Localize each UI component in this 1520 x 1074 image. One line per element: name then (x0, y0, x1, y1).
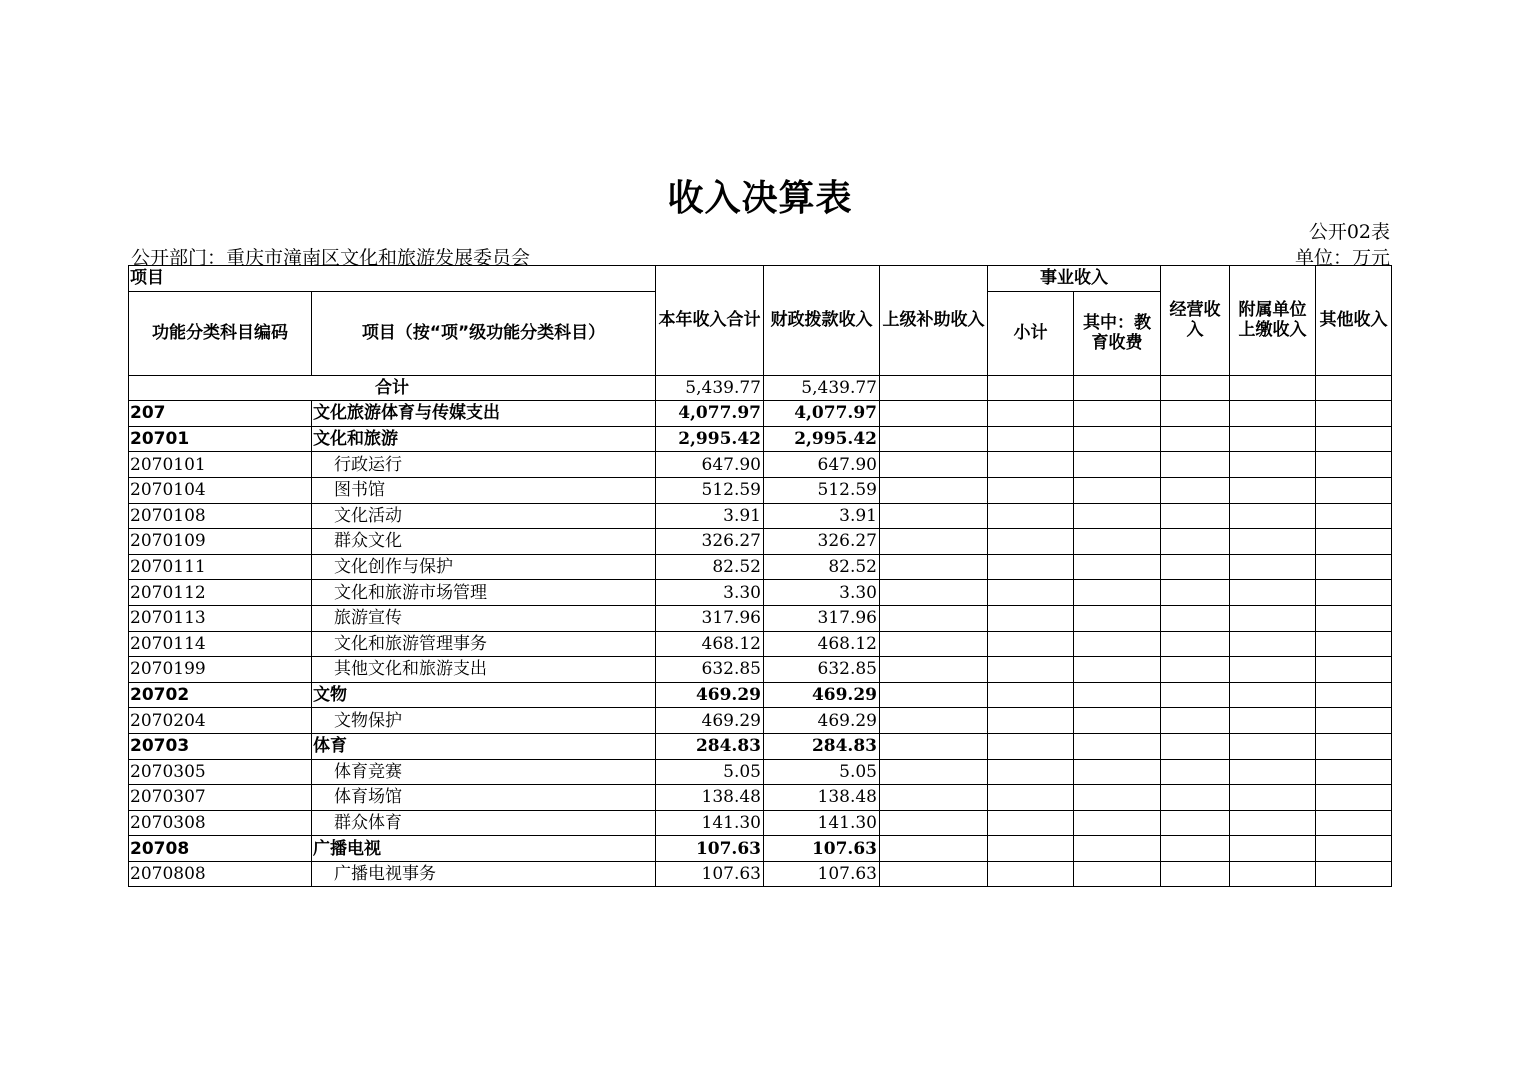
row-code: 2070114 (129, 631, 312, 657)
row-code: 207 (129, 401, 312, 427)
row-code: 20702 (129, 682, 312, 708)
row-total-income: 469.29 (656, 682, 764, 708)
row-fiscal: 4,077.97 (764, 401, 880, 427)
row-item-name: 其他文化和旅游支出 (312, 657, 656, 683)
row-fiscal: 3.30 (764, 580, 880, 606)
row-fiscal: 107.63 (764, 861, 880, 887)
row-code: 20708 (129, 836, 312, 862)
row-item-name: 体育竞赛 (312, 759, 656, 785)
total-label: 合计 (129, 375, 656, 401)
row-code: 2070808 (129, 861, 312, 887)
row-code: 2070307 (129, 785, 312, 811)
row-fiscal: 469.29 (764, 682, 880, 708)
row-item-name: 体育场馆 (312, 785, 656, 811)
table-row (129, 426, 1392, 452)
row-item-name: 旅游宣传 (312, 605, 656, 631)
table-row (129, 477, 1392, 503)
row-fiscal: 3.91 (764, 503, 880, 529)
row-code: 20701 (129, 426, 312, 452)
row-fiscal: 284.83 (764, 733, 880, 759)
table-row (129, 708, 1392, 734)
row-total-income: 4,077.97 (656, 401, 764, 427)
table-row (129, 785, 1392, 811)
table-row (129, 759, 1392, 785)
row-item-name: 广播电视事务 (312, 861, 656, 887)
row-fiscal: 647.90 (764, 452, 880, 478)
row-total-income: 5.05 (656, 759, 764, 785)
page-title: 收入决算表 (667, 178, 853, 219)
row-total-income: 3.91 (656, 503, 764, 529)
row-item-name: 文物保护 (312, 708, 656, 734)
row-total-income: 107.63 (656, 836, 764, 862)
table-row (129, 657, 1392, 683)
header-item: 项目 (129, 266, 656, 292)
row-total-income: 512.59 (656, 477, 764, 503)
row-code: 2070113 (129, 605, 312, 631)
row-fiscal: 138.48 (764, 785, 880, 811)
row-code: 2070112 (129, 580, 312, 606)
row-total-income: 647.90 (656, 452, 764, 478)
row-total-income: 317.96 (656, 605, 764, 631)
form-number: 公开02表 (1308, 221, 1390, 243)
row-fiscal: 468.12 (764, 631, 880, 657)
row-item-name: 文化旅游体育与传媒支出 (312, 401, 656, 427)
table-row (129, 605, 1392, 631)
row-item-name: 广播电视 (312, 836, 656, 862)
table-row (129, 682, 1392, 708)
table-row (129, 452, 1392, 478)
table-row (129, 861, 1392, 887)
row-total-income: 3.30 (656, 580, 764, 606)
row-fiscal: 107.63 (764, 836, 880, 862)
row-item-name: 群众体育 (312, 810, 656, 836)
header-subtotal: 小计 (988, 291, 1074, 375)
table-row (129, 401, 1392, 427)
header-business-income: 事业收入 (988, 266, 1161, 292)
row-code: 2070109 (129, 529, 312, 555)
row-code: 2070308 (129, 810, 312, 836)
table-row (129, 810, 1392, 836)
row-total-income: 326.27 (656, 529, 764, 555)
row-total-income: 82.52 (656, 554, 764, 580)
row-total-income: 468.12 (656, 631, 764, 657)
row-code: 2070104 (129, 477, 312, 503)
header-education-fee: 其中：教育收费 (1074, 291, 1161, 375)
row-total-income: 2,995.42 (656, 426, 764, 452)
row-code: 2070204 (129, 708, 312, 734)
row-fiscal: 317.96 (764, 605, 880, 631)
unit-label: 单位：万元 (1294, 247, 1390, 269)
header-other: 其他收入 (1316, 266, 1392, 376)
row-item-name: 图书馆 (312, 477, 656, 503)
table-row (129, 836, 1392, 862)
row-code: 20703 (129, 733, 312, 759)
total-income-value: 5,439.77 (656, 375, 764, 401)
header-item-name: 项目（按“项”级功能分类科目） (312, 291, 656, 375)
row-code: 2070305 (129, 759, 312, 785)
table-row (129, 580, 1392, 606)
row-item-name: 文化和旅游市场管理 (312, 580, 656, 606)
row-fiscal: 326.27 (764, 529, 880, 555)
row-total-income: 138.48 (656, 785, 764, 811)
table-row (129, 529, 1392, 555)
header-operating: 经营收入 (1161, 266, 1230, 376)
row-item-name: 文化活动 (312, 503, 656, 529)
row-item-name: 群众文化 (312, 529, 656, 555)
row-item-name: 文物 (312, 682, 656, 708)
row-total-income: 632.85 (656, 657, 764, 683)
row-total-income: 284.83 (656, 733, 764, 759)
row-total-income: 469.29 (656, 708, 764, 734)
total-row (129, 375, 1392, 401)
row-fiscal: 82.52 (764, 554, 880, 580)
row-fiscal: 512.59 (764, 477, 880, 503)
row-fiscal: 2,995.42 (764, 426, 880, 452)
header-superior-subsidy: 上级补助收入 (880, 266, 988, 376)
total-fiscal-value: 5,439.77 (764, 375, 880, 401)
row-code: 2070108 (129, 503, 312, 529)
table-row (129, 503, 1392, 529)
header-fiscal: 财政拨款收入 (764, 266, 880, 376)
row-item-name: 文化创作与保护 (312, 554, 656, 580)
header-affiliated: 附属单位上缴收入 (1230, 266, 1316, 376)
header-total-income: 本年收入合计 (656, 266, 764, 376)
table-row (129, 554, 1392, 580)
row-item-name: 文化和旅游管理事务 (312, 631, 656, 657)
income-table (128, 265, 1392, 887)
row-fiscal: 5.05 (764, 759, 880, 785)
row-item-name: 文化和旅游 (312, 426, 656, 452)
row-item-name: 行政运行 (312, 452, 656, 478)
row-code: 2070101 (129, 452, 312, 478)
row-total-income: 107.63 (656, 861, 764, 887)
header-code: 功能分类科目编码 (129, 291, 312, 375)
row-fiscal: 469.29 (764, 708, 880, 734)
table-row (129, 631, 1392, 657)
department-label: 公开部门：重庆市潼南区文化和旅游发展委员会 (131, 247, 531, 269)
row-fiscal: 141.30 (764, 810, 880, 836)
table-row (129, 733, 1392, 759)
row-fiscal: 632.85 (764, 657, 880, 683)
row-code: 2070111 (129, 554, 312, 580)
row-total-income: 141.30 (656, 810, 764, 836)
row-item-name: 体育 (312, 733, 656, 759)
row-code: 2070199 (129, 657, 312, 683)
